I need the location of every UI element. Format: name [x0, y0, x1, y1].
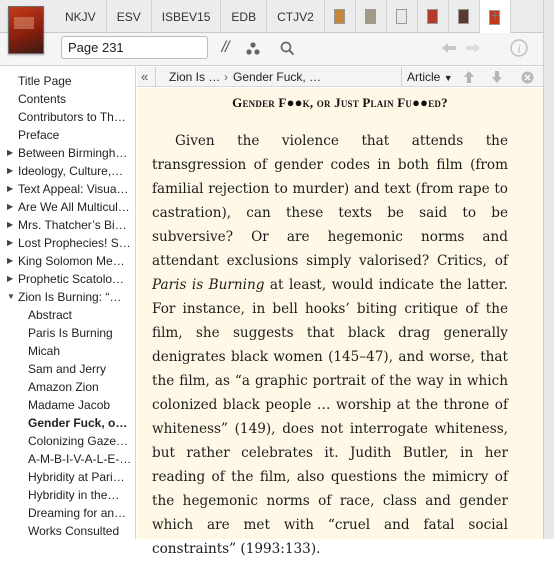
tab-label: EDB	[231, 9, 257, 24]
expand-arrow-icon[interactable]: ▶	[7, 238, 14, 247]
tab-label: CTJV2	[277, 9, 314, 24]
toc-subitem[interactable]	[0, 486, 135, 504]
tab-book-5[interactable]	[449, 0, 480, 33]
visual-filters-button[interactable]	[242, 37, 264, 59]
toc-subitem[interactable]	[0, 342, 135, 360]
book-cover-icon	[334, 9, 345, 24]
breadcrumb	[137, 67, 543, 87]
expand-arrow-icon[interactable]: ▶	[7, 148, 14, 157]
tab-book-2[interactable]	[356, 0, 387, 33]
toc-label: Contents	[18, 92, 67, 106]
arrow-up-icon	[463, 70, 475, 84]
toc-item[interactable]	[0, 162, 135, 180]
expand-arrow-icon[interactable]: ▶	[7, 166, 14, 175]
expand-arrow-icon[interactable]: ▶	[7, 184, 14, 193]
collapse-arrow-icon[interactable]: ▼	[7, 292, 15, 301]
collapse-sidebar-button[interactable]: «	[141, 69, 149, 84]
tab-book-3[interactable]	[387, 0, 418, 33]
toc-label: Contributors to Th…	[18, 110, 126, 124]
toc-label: Works Consulted	[28, 524, 120, 538]
section-heading: Gender F●●k, or Just Plain Fu●●ed?	[232, 95, 448, 110]
toc-label: Dreaming for an…	[28, 506, 127, 520]
toc-label: Ideology, Culture,…	[18, 164, 124, 178]
toc-label: Micah	[28, 344, 61, 358]
breadcrumb-item-section[interactable]: Gender Fuck, …	[233, 70, 322, 84]
toc-subitem[interactable]	[0, 522, 135, 540]
expand-arrow-icon[interactable]: ▶	[7, 220, 14, 229]
toc-subitem-current[interactable]	[0, 414, 135, 432]
toc-label: Are We All Multicul…	[18, 200, 130, 214]
toc-label: Gender Fuck, o…	[28, 416, 128, 430]
toc-subitem[interactable]	[0, 306, 135, 324]
arrow-left-icon	[441, 42, 457, 54]
tab-book-4[interactable]	[418, 0, 449, 33]
previous-section-button[interactable]	[463, 70, 475, 90]
tab-label: NKJV	[65, 9, 96, 24]
tab-ctjv2[interactable]	[267, 0, 325, 33]
tab-label: ISBEV15	[161, 9, 211, 24]
tab-esv[interactable]	[107, 0, 152, 33]
toc-subitem[interactable]	[0, 468, 135, 486]
toc-item[interactable]	[0, 126, 135, 144]
toc-item[interactable]	[0, 234, 135, 252]
toc-label: Amazon Zion	[28, 380, 99, 394]
resource-tabs	[55, 0, 511, 33]
close-icon	[521, 71, 534, 84]
toc-label: Title Page	[18, 74, 72, 88]
article-dropdown-label: Article	[407, 70, 441, 84]
tab-book-1[interactable]	[325, 0, 356, 33]
tab-nkjv[interactable]	[55, 0, 107, 33]
search-icon	[280, 41, 295, 56]
book-cover-icon	[458, 9, 469, 24]
info-icon	[510, 39, 528, 57]
toc-label: Between Birmingh…	[18, 146, 128, 160]
tab-label: ESV	[116, 9, 141, 24]
toc-subitem[interactable]	[0, 450, 135, 468]
parallel-resources-button[interactable]	[214, 37, 236, 59]
toc-label: Paris Is Burning	[28, 326, 113, 340]
toc-label: Hybridity at Pari…	[28, 470, 125, 484]
paragraph-text: Given the violence that attends the transgression of gender codes in both film (from familial rejection to murder) and text (from rape to castration), can these texts be said to be subversive? Or are hegemonic norms and attendant exclusions simply valorised? Critics, of	[152, 133, 508, 269]
toc-subitem[interactable]	[0, 432, 135, 450]
toc-label: King Solomon Me…	[18, 254, 125, 268]
reference-input[interactable]	[61, 36, 208, 59]
toc-label: Madame Jacob	[28, 398, 111, 412]
toc-subitem[interactable]	[0, 360, 135, 378]
next-section-button[interactable]	[491, 70, 503, 90]
expand-arrow-icon[interactable]: ▶	[7, 274, 14, 283]
paragraph-text: at least, would indicate the latter. For instance, in bell hooks’ biting critique of the film, she suggests that black drag generally denigrates black women (145–47), and worse, that the film, as “a graphic portrait of the way in which colonized black people … worship at the throne of whiteness” (149), does not interrogate whiteness, but rather celebrates it. Judith Butler, in her reading of the film, also questions the mimicry of the hegemonic norms of race, class and gender which are met with “cruel and fatal social constraints” (1993:133).	[152, 277, 508, 557]
toc-item[interactable]	[0, 252, 135, 270]
divider	[155, 67, 156, 87]
book-cover-icon	[365, 9, 376, 24]
toc-item[interactable]	[0, 72, 135, 90]
toc-item[interactable]	[0, 144, 135, 162]
toc-label: Hybridity in the…	[28, 488, 120, 502]
body-paragraph	[152, 129, 508, 561]
window-scrollbar[interactable]	[543, 0, 554, 539]
add-tab-button[interactable]: +	[490, 7, 500, 25]
search-button[interactable]	[276, 37, 298, 59]
toc-subitem[interactable]	[0, 324, 135, 342]
toc-label: Sam and Jerry	[28, 362, 107, 376]
toc-label: Preface	[18, 128, 60, 142]
toc-label: Lost Prophecies! S…	[18, 236, 131, 250]
toc-label: Text Appeal: Visua…	[18, 182, 129, 196]
toc-subitem[interactable]	[0, 396, 135, 414]
toc-subitem[interactable]	[0, 504, 135, 522]
book-cover-icon	[427, 9, 438, 24]
tab-edb[interactable]	[221, 0, 267, 33]
close-panel-button[interactable]	[521, 70, 534, 90]
arrow-down-icon	[491, 70, 503, 84]
toc-label: A-M-B-I-V-A-L-E-…	[28, 452, 132, 466]
expand-arrow-icon[interactable]: ▶	[7, 202, 14, 211]
toolbar	[0, 33, 543, 66]
toc-label: Colonizing Gaze…	[28, 434, 129, 448]
film-title-italic: Paris is Burning	[152, 277, 265, 293]
toc-item[interactable]	[0, 180, 135, 198]
expand-arrow-icon[interactable]: ▶	[7, 256, 14, 265]
table-of-contents	[0, 67, 136, 539]
arrow-right-icon	[465, 42, 481, 54]
toc-item[interactable]	[0, 90, 135, 108]
toc-item[interactable]	[0, 198, 135, 216]
toc-label: Zion Is Burning: “…	[18, 290, 122, 304]
parallel-icon: //	[221, 39, 229, 56]
tab-isbev15[interactable]	[152, 0, 222, 33]
toc-item[interactable]	[0, 270, 135, 288]
toc-label: Mrs. Thatcher’s Bi…	[18, 218, 127, 232]
toc-item[interactable]	[0, 108, 135, 126]
caret-down-icon: ▼	[443, 73, 453, 83]
toc-label: Prophetic Scatolo…	[18, 272, 125, 286]
info-button[interactable]	[508, 37, 530, 59]
toc-subitem[interactable]	[0, 378, 135, 396]
svg-text:i: i	[517, 41, 521, 56]
divider	[401, 67, 402, 87]
book-cover-icon	[396, 9, 407, 24]
reading-pane[interactable]	[137, 88, 543, 557]
resource-cover-thumbnail[interactable]	[8, 6, 44, 54]
toc-label: Abstract	[28, 308, 73, 322]
toc-item-expanded[interactable]	[0, 288, 135, 306]
dots-icon	[246, 42, 260, 55]
breadcrumb-separator: ›	[224, 70, 228, 84]
toc-item[interactable]	[0, 216, 135, 234]
article-dropdown[interactable]	[407, 67, 453, 87]
back-button[interactable]	[439, 37, 459, 59]
forward-button[interactable]	[463, 37, 483, 59]
tab-bar	[0, 0, 543, 33]
breadcrumb-item-chapter[interactable]: Zion Is …	[169, 70, 221, 84]
